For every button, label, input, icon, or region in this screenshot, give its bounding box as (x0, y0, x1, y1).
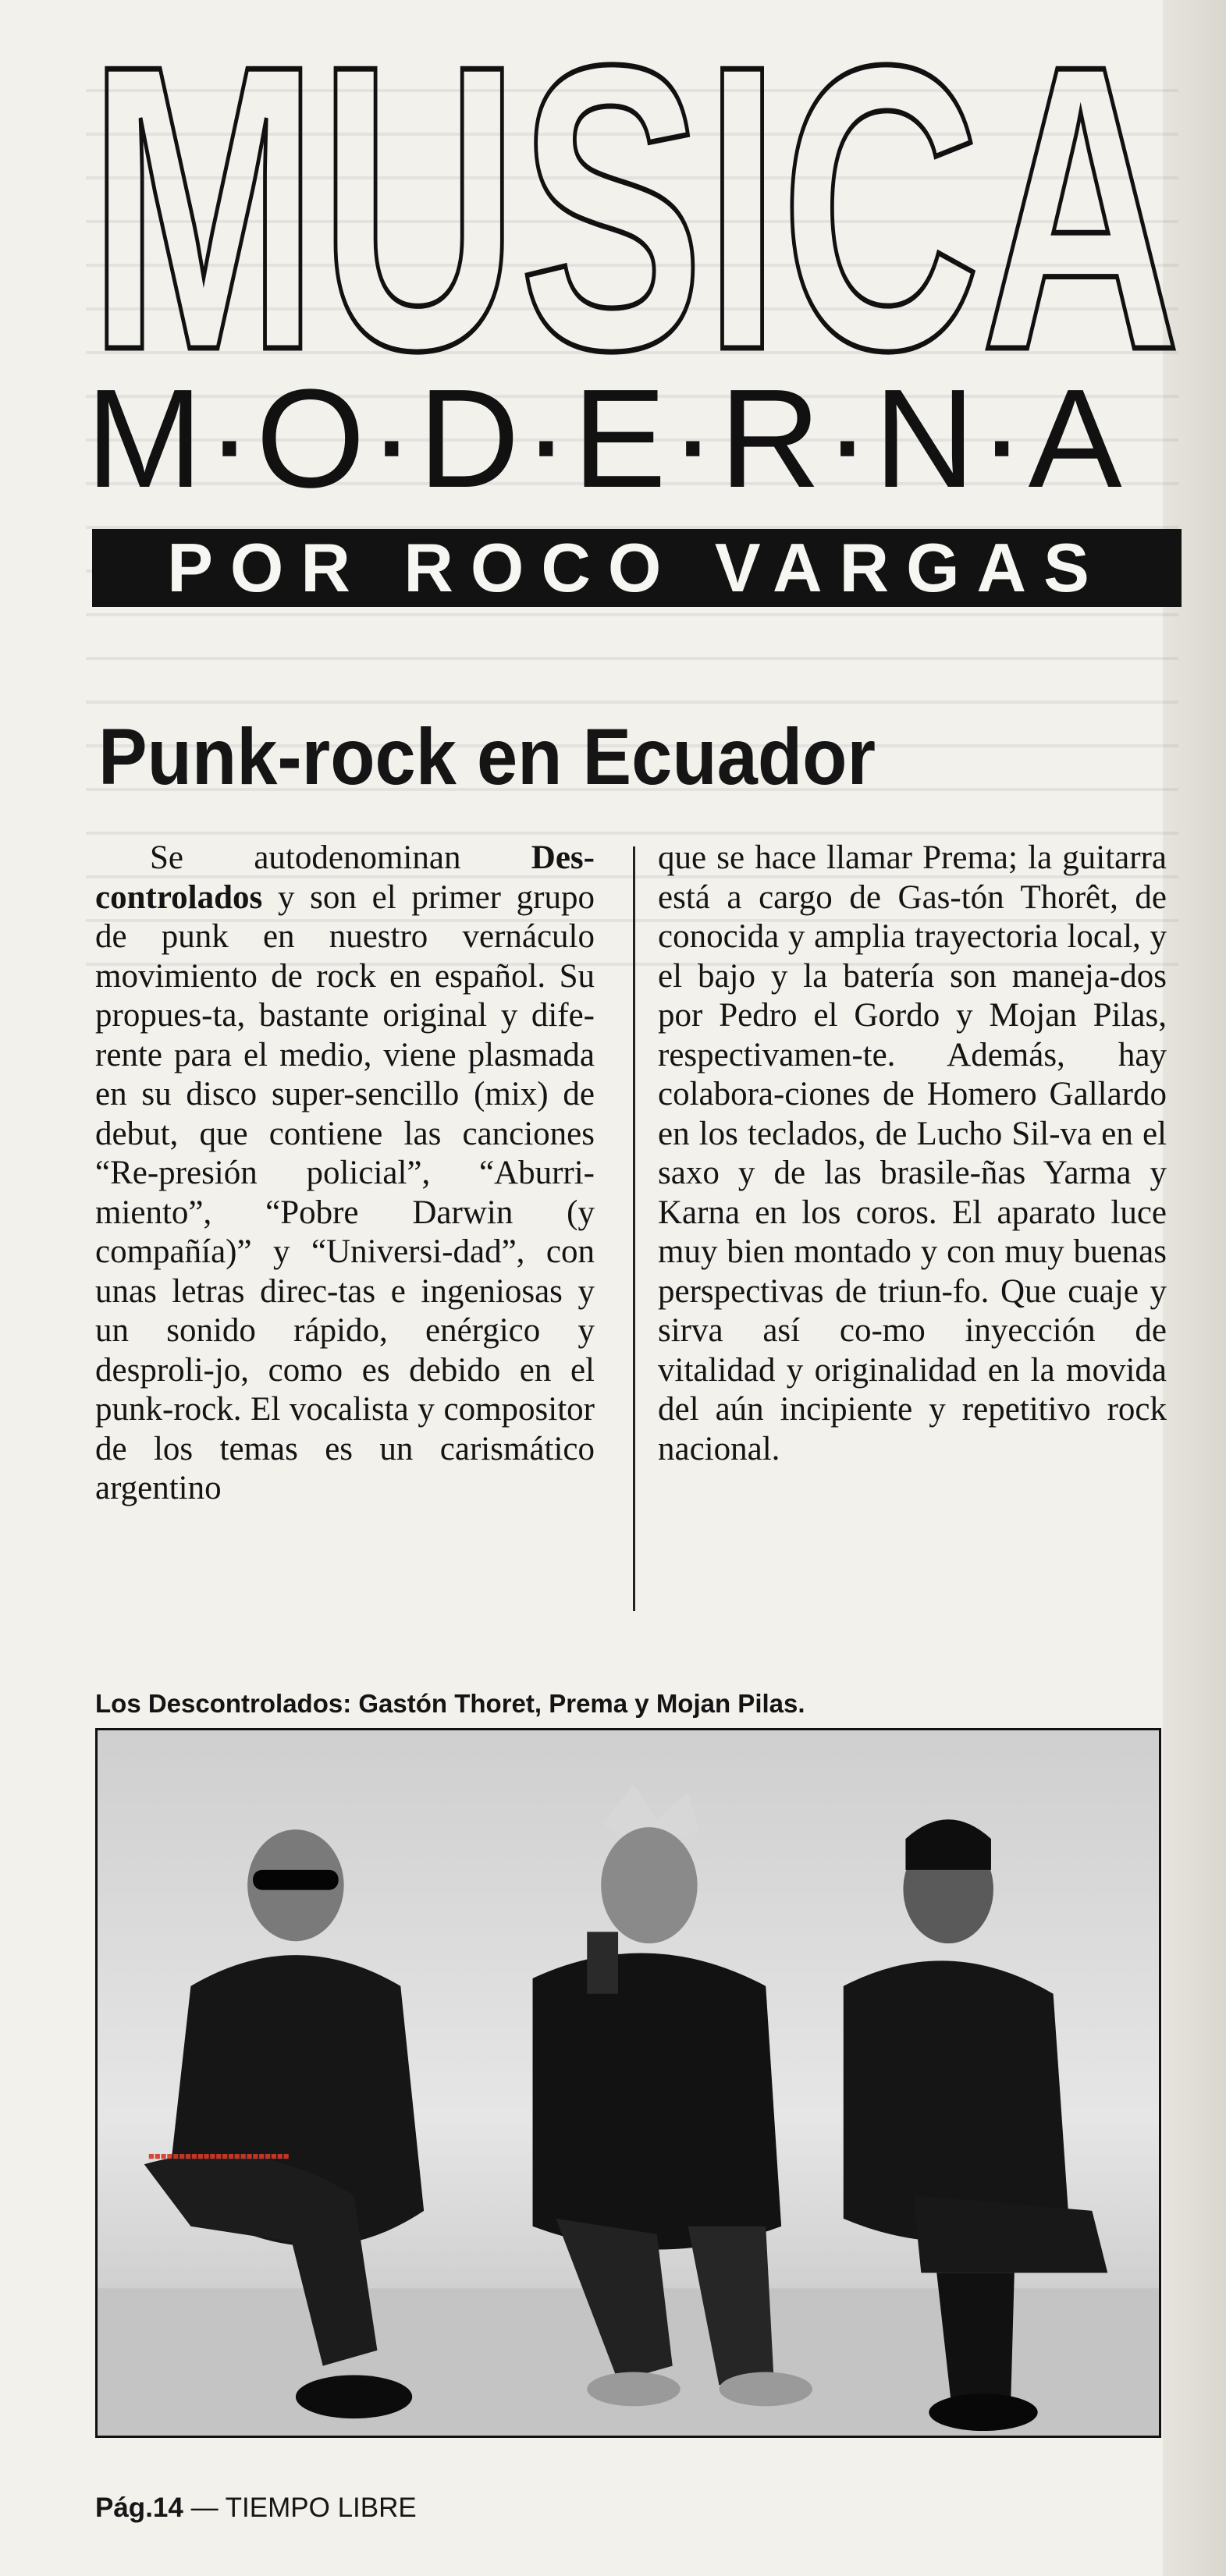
article-headline: Punk-rock en Ecuador (98, 712, 876, 801)
photo-watermark: ■■■■■■■■■■■■■■■■■■■■■■■ (148, 2150, 290, 2162)
article-column-right (658, 839, 1167, 1627)
section-title-musica (84, 37, 1185, 365)
section-title-moderna: M·O·D·E·R·N·A (86, 360, 1125, 517)
publication-name: — TIEMPO LIBRE (183, 2493, 417, 2523)
page-footer (95, 2490, 641, 2526)
band-name: Des-controlados (95, 839, 595, 916)
musica-outline-text: MUSICA (88, 37, 1181, 365)
lead-intro: Se autodenominan (150, 839, 531, 876)
photo-caption: Los Descontrolados: Gastón Thoret, Prema y Mojan Pilas. (95, 1689, 805, 1718)
right-column-text: que se hace llamar Prema; la guitarra está a cargo de Gas-tón Thorêt, de conocida y amplia trayectoria local, y el bajo y la batería son maneja-dos por Pedro el Gordo y Mojan Pilas, respectivamen-te. Además, hay colabora-ciones de Homero Gallardo en los teclados, de Lucho Sil-va en el saxo y de las brasile-ñas Yarma y Karna en los coros. El aparato luce muy bien montado y con muy buenas perspectivas de triun-fo. Que cuaje y sirva así co-mo inyección de vitalidad y originalidad en la movida del aún incipiente y repetitivo rock nacional. (658, 839, 1167, 1467)
column-divider (633, 846, 635, 1611)
article-column-left (95, 839, 595, 1627)
page-number: Pág.14 (95, 2493, 183, 2523)
author-byline: POR ROCO VARGAS (92, 529, 1182, 607)
band-photo (95, 1728, 1161, 2438)
left-column-text: y son el primer grupo de punk en nuestro vernáculo movimiento de rock en español. Su propues-ta, bastante original y dife-rente para el medio, viene plasmada en su disco super-sencillo (mix) de debut, que contiene las canciones “Re-presión policial”, “Aburri-miento”, “Pobre Darwin (y compañía)” y “Universi-dad”, con unas letras direc-tas e ingeniosas y un sonido rápido, enérgico y desproli-jo, como es debido en el punk-rock. El vocalista y compositor de los temas es un carismático argentino (95, 878, 595, 1506)
